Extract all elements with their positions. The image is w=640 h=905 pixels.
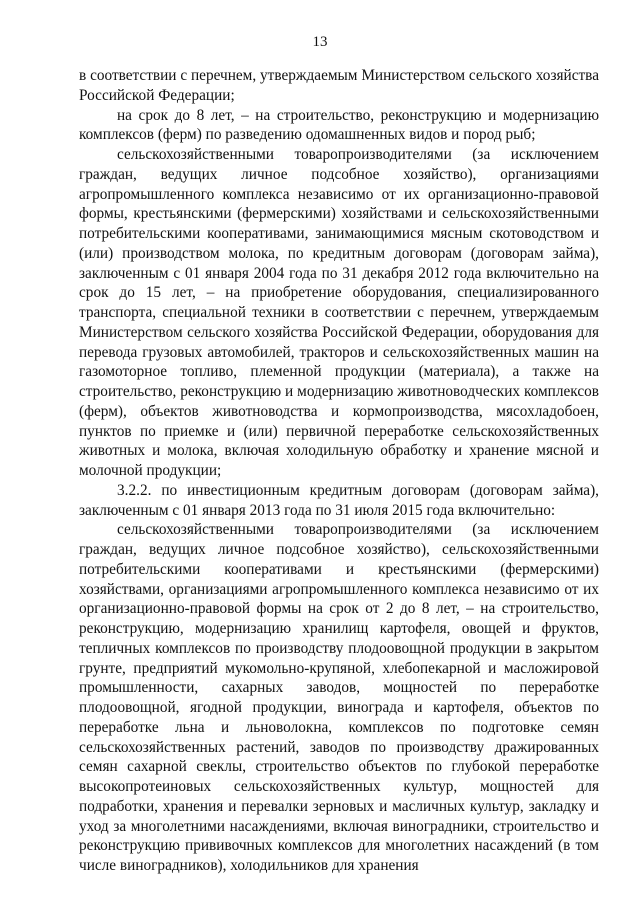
paragraph: сельскохозяйственными товаропроизводителями (за исключением граждан, ведущих личное подсобное хозяйство), организациями агропромышленного комплекса независимо от их организационно-правовой формы, крестьянскими (фермерскими) хозяйствами и сельскохозяйственными потребительскими кооперативами, занимающимися мясным скотоводством и (или) производством молока, по кредитным договорам (договорам займа), заключенным с 01 января 2004 года по 31 декабря 2012 года включительно на срок до 15 лет, – на приобретение оборудования, специализированного транспорта, специальной техники в соответствии с перечнем, утверждаемым Министерством сельского хозяйства Российской Федерации, оборудования для перевода грузовых автомобилей, тракторов и сельскохозяйственных машин на газомоторное топливо, племенной продукции (материала), а также на строительство, реконструкцию и модернизацию животноводческих комплексов (ферм), объектов животноводства и кормопроизводства, мясохладобоен, пунктов по приемке и (или) первичной переработке сельскохозяйственных животных и молока, включая холодильную обработку и хранение мясной и молочной продукции; (79, 146, 599, 479)
paragraph: сельскохозяйственными товаропроизводителями (за исключением граждан, ведущих личное подсобное хозяйство), сельскохозяйственными потребительскими кооперативами и крестьянскими (фермерскими) хозяйствами, организациями агропромышленного комплекса независимо от их организационно-правовой формы на срок от 2 до 8 лет, – на строительство, реконструкцию, модернизацию хранилищ картофеля, овощей и фруктов, тепличных комплексов по производству плодоовощной продукции в закрытом грунте, предприятий мукомольно-крупяной, хлебопекарной и масложировой промышленности, сахарных заводов, мощностей по переработке плодоовощной, ягодной продукции, винограда и картофеля, объектов по переработке льна и льноволокна, комплексов по подготовке семян сельскохозяйственных растений, заводов по производству дражированных семян сахарной свеклы, строительство объектов по глубокой переработке высокопротеиновых сельскохозяйственных культур, мощностей для подработки, хранения и перевалки зерновых и масличных культур, закладку и уход за многолетними насаждениями, включая виноградники, строительство и реконструкцию прививочных комплексов для многолетних насаждений (в том числе виноградников), холодильников для хранения (79, 521, 599, 874)
body-text (79, 66, 599, 876)
paragraph: 3.2.2. по инвестиционным кредитным договорам (договорам займа), заключенным с 01 января 2013 года по 31 июля 2015 года включительно: (79, 481, 599, 519)
paragraph: в соответствии с перечнем, утверждаемым Министерством сельского хозяйства Российской Федерации; (79, 67, 599, 104)
page-number: 13 (312, 34, 328, 50)
paragraph: на срок до 8 лет, – на строительство, реконструкцию и модернизацию комплексов (ферм) по разведению одомашненных видов и пород рыб; (79, 106, 599, 144)
